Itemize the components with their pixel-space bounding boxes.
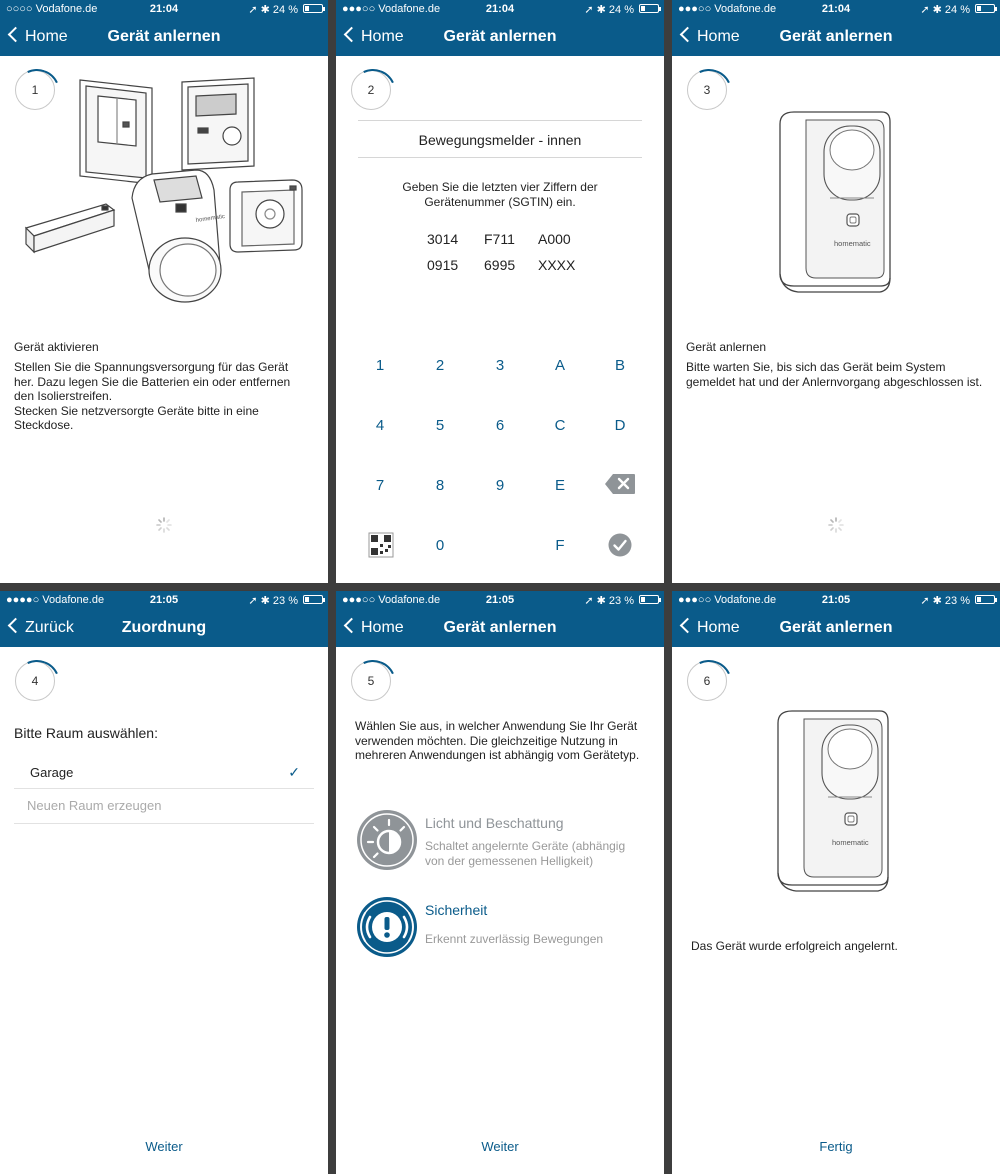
- carrier-label: ●●●○○ Vodafone.de: [342, 594, 441, 606]
- divider: [358, 120, 642, 121]
- status-bar: [0, 0, 328, 18]
- battery-label: ➚ ✱ 24 %: [920, 4, 970, 16]
- keypad-key[interactable]: 2: [435, 357, 445, 374]
- step-indicator: 3: [687, 70, 727, 110]
- back-button[interactable]: Zurück: [6, 609, 74, 647]
- keypad-key[interactable]: C: [554, 417, 566, 434]
- app-option-light-shading[interactable]: [356, 807, 656, 873]
- battery-label: ➚ ✱ 23 %: [584, 595, 634, 607]
- nav-bar: [0, 609, 328, 647]
- keypad-key[interactable]: 7: [375, 477, 385, 494]
- keypad-key[interactable]: 6: [495, 417, 505, 434]
- screen-step-2: [336, 0, 664, 583]
- step-heading: Gerät anlernen: [686, 340, 767, 354]
- checkmark-icon: ✓: [288, 764, 300, 780]
- app-title: Licht und Beschattung: [425, 815, 564, 831]
- app-subtitle: Erkennt zuverlässig Bewegungen: [425, 932, 604, 946]
- page-title: Gerät anlernen: [107, 28, 221, 45]
- screen-step-6: [672, 591, 1000, 1174]
- status-time: 21:05: [149, 594, 179, 606]
- confirm-check-icon[interactable]: [608, 533, 632, 557]
- carrier-label: ○○○○ Vodafone.de: [6, 3, 98, 15]
- screen-step-3: [672, 0, 1000, 583]
- battery-icon: [303, 4, 323, 13]
- keypad-key[interactable]: 3: [495, 357, 505, 374]
- keypad-key[interactable]: B: [614, 357, 625, 374]
- battery-icon: [975, 4, 995, 13]
- back-button[interactable]: Home: [678, 609, 740, 647]
- app-option-security[interactable]: [356, 894, 656, 960]
- carrier-label: ●●●●○ Vodafone.de: [6, 594, 105, 606]
- back-button[interactable]: Home: [342, 18, 404, 56]
- device-name: Bewegungsmelder - innen: [418, 132, 582, 148]
- sgtin-digit-group: 6995: [484, 257, 516, 273]
- battery-label: ➚ ✱ 24 %: [248, 4, 298, 16]
- status-time: 21:05: [821, 594, 851, 606]
- page-title: Gerät anlernen: [443, 619, 557, 636]
- nav-bar: [0, 18, 328, 56]
- sgtin-digit-group: A000: [538, 231, 571, 247]
- status-bar: [672, 0, 1000, 18]
- status-bar: [336, 0, 664, 18]
- battery-label: ➚ ✱ 23 %: [920, 595, 970, 607]
- battery-label: ➚ ✱ 24 %: [584, 4, 634, 16]
- carrier-label: ●●●○○ Vodafone.de: [678, 3, 777, 15]
- battery-icon: [639, 4, 659, 13]
- step-indicator: 4: [15, 661, 55, 701]
- chevron-left-icon: [680, 27, 696, 43]
- status-time: 21:04: [149, 3, 179, 15]
- step-indicator: 5: [351, 661, 391, 701]
- devices-illustration: [20, 74, 310, 314]
- carrier-label: ●●●○○ Vodafone.de: [342, 3, 441, 15]
- step-indicator: 6: [687, 661, 727, 701]
- keypad-key[interactable]: 1: [375, 357, 385, 374]
- nav-bar: [336, 609, 664, 647]
- loading-spinner-icon: [828, 517, 844, 533]
- nav-bar: [672, 609, 1000, 647]
- room-label: Garage: [30, 765, 74, 780]
- battery-icon: [303, 595, 323, 604]
- chevron-left-icon: [8, 27, 24, 43]
- room-prompt: Bitte Raum auswählen:: [14, 725, 158, 741]
- sgtin-digit-group: F711: [484, 231, 515, 247]
- chevron-left-icon: [680, 618, 696, 634]
- keypad-key[interactable]: D: [614, 417, 626, 434]
- chevron-left-icon: [344, 27, 360, 43]
- carrier-label: ●●●○○ Vodafone.de: [678, 594, 777, 606]
- back-button[interactable]: Home: [6, 18, 68, 56]
- nav-bar: [336, 18, 664, 56]
- battery-label: ➚ ✱ 23 %: [248, 595, 298, 607]
- next-button[interactable]: Weiter: [481, 1139, 519, 1154]
- step-heading: Gerät aktivieren: [14, 340, 99, 354]
- device-brand-label: homematic: [832, 838, 869, 847]
- step-indicator: 2: [351, 70, 391, 110]
- status-bar: [0, 591, 328, 609]
- app-title: Sicherheit: [425, 902, 488, 918]
- app-subtitle: Schaltet angelernte Geräte (abhängig von der gemessenen Helligkeit): [425, 839, 626, 868]
- sgtin-digit-group: 0915: [427, 257, 459, 273]
- keypad-key[interactable]: E: [554, 477, 565, 494]
- light-shade-icon: [356, 809, 418, 871]
- status-bar: [336, 591, 664, 609]
- step-description: Wählen Sie aus, in welcher Anwendung Sie Ihr Gerät verwenden möchten. Die gleichzeitige Nutzung in mehreren Anwendungen ist abhängig vom Gerätetyp.: [355, 719, 640, 762]
- battery-icon: [639, 595, 659, 604]
- done-button[interactable]: Fertig: [819, 1139, 853, 1154]
- page-title: Gerät anlernen: [779, 28, 893, 45]
- screen-step-5: [336, 591, 664, 1174]
- battery-icon: [975, 595, 995, 604]
- sgtin-input-placeholder[interactable]: XXXX: [538, 257, 576, 273]
- nav-bar: [672, 18, 1000, 56]
- status-time: 21:05: [485, 594, 515, 606]
- security-alarm-icon: [356, 896, 418, 958]
- motion-sensor-illustration: [772, 110, 898, 296]
- page-title: Gerät anlernen: [443, 28, 557, 45]
- backspace-icon[interactable]: [604, 473, 636, 495]
- keypad-key[interactable]: F: [555, 537, 565, 554]
- device-brand-label: homematic: [195, 213, 226, 224]
- step-description: Bitte warten Sie, bis sich das Gerät beim System gemeldet hat und der Anlernvorgang abgeschlossen ist.: [686, 360, 983, 389]
- status-time: 21:04: [821, 3, 851, 15]
- qr-scan-icon[interactable]: [368, 532, 394, 558]
- chevron-left-icon: [8, 618, 24, 634]
- screen-step-4: [0, 591, 328, 1174]
- step-description: Stellen Sie die Spannungsversorgung für das Gerät her. Dazu legen Sie die Batterien ein oder entfernen den Isolierstreifen. Stecken Sie netzversorgte Geräte bitte in eine Steckdose.: [14, 360, 291, 432]
- sgtin-instruction: Geben Sie die letzten vier Ziffern der Gerätenummer (SGTIN) ein.: [402, 180, 598, 209]
- status-bar: [672, 591, 1000, 609]
- back-button[interactable]: Home: [342, 609, 404, 647]
- keypad-key[interactable]: 0: [435, 537, 445, 554]
- back-button[interactable]: Home: [678, 18, 740, 56]
- status-time: 21:04: [485, 3, 515, 15]
- device-brand-label: homematic: [834, 239, 871, 248]
- success-message: Das Gerät wurde erfolgreich angelernt.: [691, 939, 898, 953]
- page-title: Zuordnung: [121, 619, 207, 636]
- loading-spinner-icon: [156, 517, 172, 533]
- keypad-key[interactable]: 9: [495, 477, 505, 494]
- screen-step-1: [0, 0, 328, 583]
- keypad-key[interactable]: 8: [435, 477, 445, 494]
- sgtin-digit-group: 3014: [427, 231, 459, 247]
- page-title: Gerät anlernen: [779, 619, 893, 636]
- keypad-key[interactable]: 5: [435, 417, 445, 434]
- step-indicator: 1: [15, 70, 55, 110]
- keypad-key[interactable]: 4: [375, 417, 385, 434]
- motion-sensor-illustration: [770, 709, 896, 895]
- next-button[interactable]: Weiter: [145, 1139, 183, 1154]
- chevron-left-icon: [344, 618, 360, 634]
- divider: [358, 157, 642, 158]
- keypad-key[interactable]: A: [554, 357, 565, 374]
- new-room-item[interactable]: Neuen Raum erzeugen: [14, 789, 314, 824]
- room-list-item-selected[interactable]: [14, 755, 314, 789]
